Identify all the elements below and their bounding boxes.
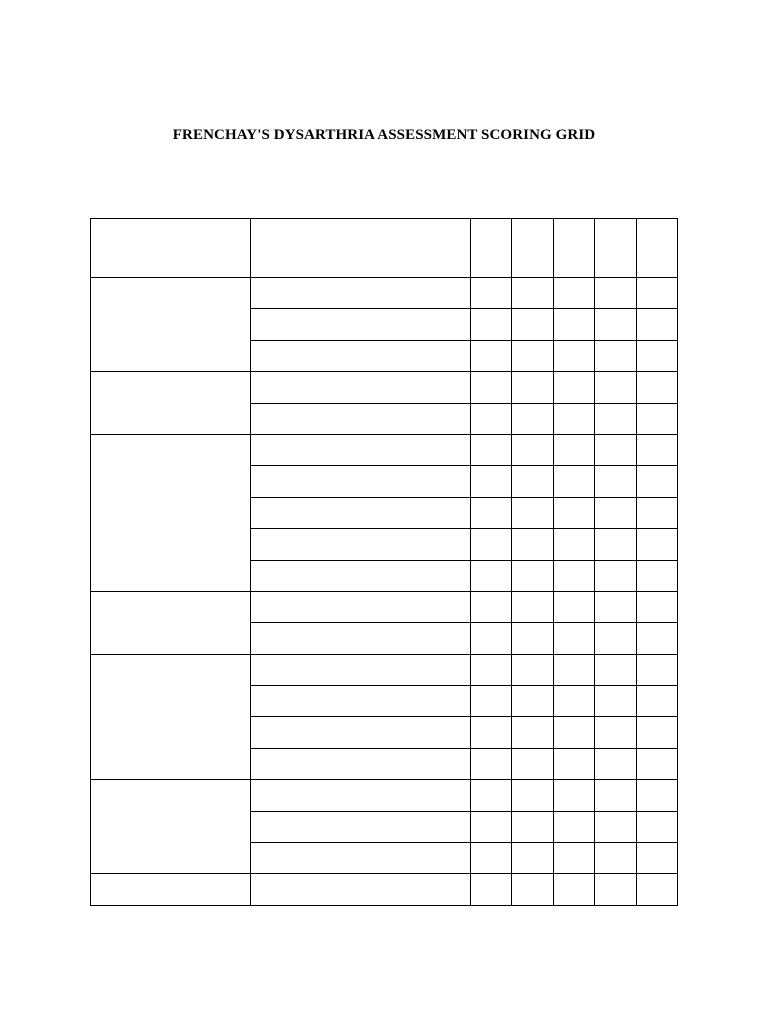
- item-cell[interactable]: [251, 340, 471, 371]
- score-cell[interactable]: [554, 748, 595, 779]
- score-cell[interactable]: [595, 497, 637, 528]
- score-cell[interactable]: [512, 560, 554, 591]
- score-cell[interactable]: [554, 811, 595, 842]
- score-cell[interactable]: [637, 560, 678, 591]
- item-cell[interactable]: [251, 497, 471, 528]
- score-cell[interactable]: [471, 591, 512, 622]
- item-cell[interactable]: [251, 529, 471, 560]
- header-score-cell: [471, 219, 512, 278]
- score-cell[interactable]: [637, 529, 678, 560]
- score-cell[interactable]: [595, 654, 637, 685]
- score-cell[interactable]: [512, 434, 554, 465]
- score-cell[interactable]: [471, 874, 512, 905]
- header-item-cell: [251, 219, 471, 278]
- score-cell[interactable]: [554, 497, 595, 528]
- score-cell[interactable]: [471, 654, 512, 685]
- section-cell[interactable]: [91, 874, 251, 905]
- score-cell[interactable]: [554, 309, 595, 340]
- score-cell[interactable]: [637, 623, 678, 654]
- header-score-cell: [512, 219, 554, 278]
- item-cell[interactable]: [251, 591, 471, 622]
- table-row: [91, 654, 678, 685]
- table-row: [91, 278, 678, 309]
- score-cell[interactable]: [637, 654, 678, 685]
- score-cell[interactable]: [512, 686, 554, 717]
- item-cell[interactable]: [251, 686, 471, 717]
- score-cell[interactable]: [512, 529, 554, 560]
- score-cell[interactable]: [512, 278, 554, 309]
- item-cell[interactable]: [251, 434, 471, 465]
- score-cell[interactable]: [471, 811, 512, 842]
- score-cell[interactable]: [554, 560, 595, 591]
- score-cell[interactable]: [471, 403, 512, 434]
- score-cell[interactable]: [595, 403, 637, 434]
- score-cell[interactable]: [554, 780, 595, 811]
- score-cell[interactable]: [471, 529, 512, 560]
- section-cell[interactable]: [91, 278, 251, 372]
- score-cell[interactable]: [595, 466, 637, 497]
- item-cell[interactable]: [251, 843, 471, 874]
- score-cell[interactable]: [637, 434, 678, 465]
- score-cell[interactable]: [512, 717, 554, 748]
- score-cell[interactable]: [637, 748, 678, 779]
- item-cell[interactable]: [251, 654, 471, 685]
- score-cell[interactable]: [595, 623, 637, 654]
- section-cell[interactable]: [91, 654, 251, 780]
- score-cell[interactable]: [637, 466, 678, 497]
- score-cell[interactable]: [554, 529, 595, 560]
- score-cell[interactable]: [554, 340, 595, 371]
- item-cell[interactable]: [251, 748, 471, 779]
- section-cell[interactable]: [91, 780, 251, 874]
- score-cell[interactable]: [595, 372, 637, 403]
- item-cell[interactable]: [251, 811, 471, 842]
- score-cell[interactable]: [554, 403, 595, 434]
- table-row: [91, 874, 678, 905]
- table-row: [91, 434, 678, 465]
- score-cell[interactable]: [471, 843, 512, 874]
- score-cell[interactable]: [554, 686, 595, 717]
- score-cell[interactable]: [595, 843, 637, 874]
- item-cell[interactable]: [251, 466, 471, 497]
- score-cell[interactable]: [637, 403, 678, 434]
- score-cell[interactable]: [637, 497, 678, 528]
- score-cell[interactable]: [637, 874, 678, 905]
- score-cell[interactable]: [512, 466, 554, 497]
- header-row: [91, 219, 678, 278]
- score-cell[interactable]: [512, 497, 554, 528]
- header-score-cell: [595, 219, 637, 278]
- item-cell[interactable]: [251, 372, 471, 403]
- score-cell[interactable]: [595, 811, 637, 842]
- score-cell[interactable]: [554, 278, 595, 309]
- score-cell[interactable]: [471, 780, 512, 811]
- score-cell[interactable]: [595, 560, 637, 591]
- header-section-cell: [91, 219, 251, 278]
- score-cell[interactable]: [595, 309, 637, 340]
- score-cell[interactable]: [512, 309, 554, 340]
- score-cell[interactable]: [637, 717, 678, 748]
- score-cell[interactable]: [471, 560, 512, 591]
- item-cell[interactable]: [251, 278, 471, 309]
- score-cell[interactable]: [595, 434, 637, 465]
- score-cell[interactable]: [512, 623, 554, 654]
- score-cell[interactable]: [595, 591, 637, 622]
- score-cell[interactable]: [554, 717, 595, 748]
- score-cell[interactable]: [595, 686, 637, 717]
- score-cell[interactable]: [471, 309, 512, 340]
- score-cell[interactable]: [554, 372, 595, 403]
- score-cell[interactable]: [471, 466, 512, 497]
- score-cell[interactable]: [512, 874, 554, 905]
- score-cell[interactable]: [512, 340, 554, 371]
- item-cell[interactable]: [251, 780, 471, 811]
- score-cell[interactable]: [637, 278, 678, 309]
- score-cell[interactable]: [595, 340, 637, 371]
- score-cell[interactable]: [512, 811, 554, 842]
- score-cell[interactable]: [595, 874, 637, 905]
- item-cell[interactable]: [251, 560, 471, 591]
- item-cell[interactable]: [251, 403, 471, 434]
- score-cell[interactable]: [595, 780, 637, 811]
- score-cell[interactable]: [512, 843, 554, 874]
- score-cell[interactable]: [637, 811, 678, 842]
- item-cell[interactable]: [251, 623, 471, 654]
- score-cell[interactable]: [554, 843, 595, 874]
- score-cell[interactable]: [512, 372, 554, 403]
- section-cell[interactable]: [91, 591, 251, 654]
- section-cell[interactable]: [91, 434, 251, 591]
- score-cell[interactable]: [554, 623, 595, 654]
- score-cell[interactable]: [637, 372, 678, 403]
- item-cell[interactable]: [251, 309, 471, 340]
- score-cell[interactable]: [512, 748, 554, 779]
- score-cell[interactable]: [512, 591, 554, 622]
- score-cell[interactable]: [471, 748, 512, 779]
- score-cell[interactable]: [471, 497, 512, 528]
- item-cell[interactable]: [251, 717, 471, 748]
- table-row: [91, 372, 678, 403]
- score-cell[interactable]: [637, 309, 678, 340]
- score-cell[interactable]: [637, 591, 678, 622]
- score-cell[interactable]: [471, 434, 512, 465]
- header-score-cell: [554, 219, 595, 278]
- table-row: [91, 780, 678, 811]
- score-cell[interactable]: [595, 717, 637, 748]
- score-cell[interactable]: [637, 780, 678, 811]
- document-title: FRENCHAY'S DYSARTHRIA ASSESSMENT SCORING GRID: [172, 127, 596, 143]
- score-cell[interactable]: [595, 748, 637, 779]
- score-cell[interactable]: [637, 686, 678, 717]
- table-row: [91, 591, 678, 622]
- item-cell[interactable]: [251, 874, 471, 905]
- score-cell[interactable]: [512, 403, 554, 434]
- score-cell[interactable]: [471, 623, 512, 654]
- score-cell[interactable]: [595, 278, 637, 309]
- score-cell[interactable]: [554, 654, 595, 685]
- score-cell[interactable]: [471, 340, 512, 371]
- score-cell[interactable]: [595, 529, 637, 560]
- score-cell[interactable]: [512, 654, 554, 685]
- score-cell[interactable]: [471, 686, 512, 717]
- score-cell[interactable]: [471, 717, 512, 748]
- score-cell[interactable]: [512, 780, 554, 811]
- score-cell[interactable]: [554, 466, 595, 497]
- score-cell[interactable]: [554, 434, 595, 465]
- score-cell[interactable]: [471, 278, 512, 309]
- score-cell[interactable]: [637, 843, 678, 874]
- header-score-cell: [637, 219, 678, 278]
- scoring-grid: [90, 218, 678, 906]
- score-cell[interactable]: [554, 874, 595, 905]
- score-cell[interactable]: [554, 591, 595, 622]
- section-cell[interactable]: [91, 372, 251, 435]
- score-cell[interactable]: [471, 372, 512, 403]
- score-cell[interactable]: [637, 340, 678, 371]
